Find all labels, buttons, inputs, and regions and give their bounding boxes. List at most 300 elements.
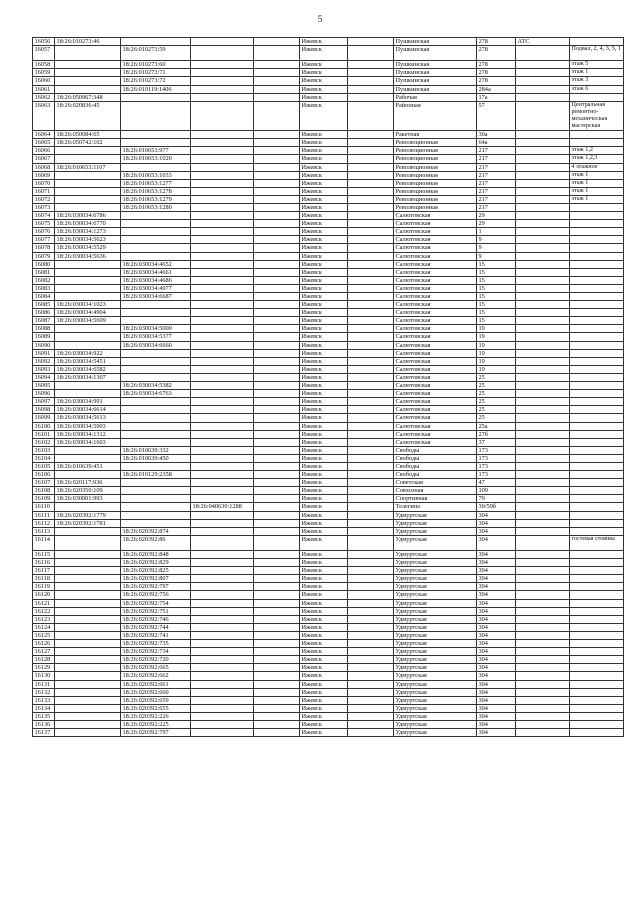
building-cadastral-cell: 18:26:010653:1279 <box>121 195 191 203</box>
district-cell <box>348 373 394 381</box>
house-number-cell: 304 <box>477 729 516 737</box>
note-cell <box>570 93 624 101</box>
object-name-cell <box>516 559 570 567</box>
district-cell <box>348 495 394 503</box>
table-row <box>33 688 624 696</box>
house-number-cell: 304 <box>477 567 516 575</box>
land-cadastral-cell: 18:26:030034:6582 <box>55 365 121 373</box>
building-cadastral-cell: 18:26:030034:4977 <box>121 284 191 292</box>
record-number-cell: 16104 <box>33 454 55 462</box>
object-name-cell <box>516 268 570 276</box>
city-cell: Ижевск <box>300 454 348 462</box>
table-row <box>33 293 624 301</box>
street-cell: Удмуртская <box>394 648 477 656</box>
note-cell <box>570 131 624 139</box>
city-cell: Ижевск <box>300 187 348 195</box>
record-number-cell: 16110 <box>33 503 55 511</box>
building-cadastral-cell <box>121 101 191 130</box>
district-cell <box>348 179 394 187</box>
house-number-cell: 304 <box>477 535 516 550</box>
object-name-cell <box>516 680 570 688</box>
record-number-cell: 16098 <box>33 406 55 414</box>
land-cadastral-cell: 18:26:030034:1307 <box>55 373 121 381</box>
extra-cell <box>254 147 300 155</box>
district-cell <box>348 422 394 430</box>
table-row <box>33 341 624 349</box>
house-number-cell: 9 <box>477 236 516 244</box>
district-cell <box>348 341 394 349</box>
extra-cell <box>254 61 300 69</box>
district-cell <box>348 503 394 511</box>
city-cell: Ижевск <box>300 398 348 406</box>
record-number-cell: 16132 <box>33 688 55 696</box>
extra-cell <box>254 163 300 171</box>
house-number-cell: 217 <box>477 187 516 195</box>
structure-cadastral-cell <box>191 479 254 487</box>
record-number-cell: 16136 <box>33 720 55 728</box>
object-name-cell <box>516 187 570 195</box>
house-number-cell: 304 <box>477 519 516 527</box>
table-row <box>33 511 624 519</box>
building-cadastral-cell: 18:26:020392:741 <box>121 631 191 639</box>
note-cell <box>570 454 624 462</box>
structure-cadastral-cell <box>191 398 254 406</box>
building-cadastral-cell: 18:26:030034:6687 <box>121 293 191 301</box>
city-cell: Ижевск <box>300 631 348 639</box>
extra-cell <box>254 631 300 639</box>
object-name-cell <box>516 623 570 631</box>
building-cadastral-cell <box>121 236 191 244</box>
note-cell: этаж 1,2 <box>570 147 624 155</box>
table-row <box>33 276 624 284</box>
extra-cell <box>254 479 300 487</box>
extra-cell <box>254 301 300 309</box>
land-cadastral-cell: 18:26:030034:5636 <box>55 252 121 260</box>
extra-cell <box>254 101 300 130</box>
street-cell: Удмуртская <box>394 672 477 680</box>
house-number-cell: 278 <box>477 61 516 69</box>
land-cadastral-cell <box>55 648 121 656</box>
note-cell <box>570 325 624 333</box>
object-name-cell <box>516 503 570 511</box>
table-row <box>33 284 624 292</box>
district-cell <box>348 309 394 317</box>
table-row <box>33 551 624 559</box>
object-name-cell <box>516 276 570 284</box>
land-cadastral-cell <box>55 471 121 479</box>
note-cell <box>570 623 624 631</box>
street-cell: Пушкинская <box>394 69 477 77</box>
structure-cadastral-cell <box>191 179 254 187</box>
house-number-cell: 25а <box>477 422 516 430</box>
note-cell <box>570 495 624 503</box>
house-number-cell: 173 <box>477 446 516 454</box>
district-cell <box>348 446 394 454</box>
structure-cadastral-cell <box>191 317 254 325</box>
city-cell: Ижевск <box>300 85 348 93</box>
street-cell: Салютовская <box>394 325 477 333</box>
street-cell: Революционная <box>394 139 477 147</box>
record-number-cell: 16076 <box>33 228 55 236</box>
city-cell: Ижевск <box>300 640 348 648</box>
city-cell: Ижевск <box>300 244 348 252</box>
land-cadastral-cell <box>55 656 121 664</box>
note-cell <box>570 656 624 664</box>
district-cell <box>348 69 394 77</box>
land-cadastral-cell <box>55 640 121 648</box>
note-cell <box>570 398 624 406</box>
note-cell: этаж 1 <box>570 179 624 187</box>
note-cell <box>570 422 624 430</box>
record-number-cell: 16065 <box>33 139 55 147</box>
table-row <box>33 454 624 462</box>
structure-cadastral-cell <box>191 454 254 462</box>
table-row <box>33 398 624 406</box>
land-cadastral-cell: 18:26:020117:936 <box>55 479 121 487</box>
table-row <box>33 382 624 390</box>
district-cell <box>348 212 394 220</box>
extra-cell <box>254 503 300 511</box>
note-cell <box>570 559 624 567</box>
street-cell: Удмуртская <box>394 575 477 583</box>
building-cadastral-cell: 18:26:030034:5000 <box>121 325 191 333</box>
record-number-cell: 16092 <box>33 357 55 365</box>
extra-cell <box>254 390 300 398</box>
structure-cadastral-cell <box>191 680 254 688</box>
building-cadastral-cell: 18:26:010273:60 <box>121 61 191 69</box>
table-row <box>33 301 624 309</box>
structure-cadastral-cell <box>191 664 254 672</box>
house-number-cell: 304 <box>477 664 516 672</box>
house-number-cell: 304 <box>477 583 516 591</box>
table-row <box>33 495 624 503</box>
street-cell: Салютовская <box>394 236 477 244</box>
record-number-cell: 16100 <box>33 422 55 430</box>
street-cell: Удмуртская <box>394 656 477 664</box>
record-number-cell: 16063 <box>33 101 55 130</box>
house-number-cell: 304 <box>477 696 516 704</box>
table-row <box>33 519 624 527</box>
street-cell: Салютовская <box>394 373 477 381</box>
district-cell <box>348 293 394 301</box>
object-name-cell <box>516 382 570 390</box>
object-name-cell <box>516 398 570 406</box>
extra-cell <box>254 69 300 77</box>
record-number-cell: 16096 <box>33 390 55 398</box>
building-cadastral-cell: 18:26:020392:825 <box>121 567 191 575</box>
land-cadastral-cell <box>55 325 121 333</box>
note-cell <box>570 631 624 639</box>
city-cell: Ижевск <box>300 607 348 615</box>
street-cell: Салютовская <box>394 228 477 236</box>
record-number-cell: 16133 <box>33 696 55 704</box>
object-name-cell <box>516 607 570 615</box>
object-name-cell <box>516 479 570 487</box>
city-cell: Ижевск <box>300 365 348 373</box>
object-name-cell <box>516 471 570 479</box>
building-cadastral-cell: 18:26:020392:660 <box>121 688 191 696</box>
table-row <box>33 155 624 163</box>
note-cell: гостевая стоянка <box>570 535 624 550</box>
structure-cadastral-cell <box>191 720 254 728</box>
street-cell: Салютовская <box>394 341 477 349</box>
record-number-cell: 16075 <box>33 220 55 228</box>
record-number-cell: 16082 <box>33 276 55 284</box>
district-cell <box>348 479 394 487</box>
record-number-cell: 16116 <box>33 559 55 567</box>
note-cell <box>570 511 624 519</box>
street-cell: Революционная <box>394 187 477 195</box>
building-cadastral-cell: 18:26:020392:751 <box>121 607 191 615</box>
city-cell: Ижевск <box>300 414 348 422</box>
land-cadastral-cell <box>55 77 121 85</box>
street-cell: Удмуртская <box>394 511 477 519</box>
structure-cadastral-cell <box>191 101 254 130</box>
city-cell: Ижевск <box>300 664 348 672</box>
house-number-cell: 304 <box>477 688 516 696</box>
extra-cell <box>254 398 300 406</box>
district-cell <box>348 688 394 696</box>
building-cadastral-cell: 18:26:020392:735 <box>121 640 191 648</box>
object-name-cell <box>516 704 570 712</box>
table-row <box>33 414 624 422</box>
land-cadastral-cell <box>55 284 121 292</box>
land-cadastral-cell: 18:26:050084:65 <box>55 131 121 139</box>
land-cadastral-cell <box>55 446 121 454</box>
district-cell <box>348 260 394 268</box>
object-name-cell <box>516 688 570 696</box>
building-cadastral-cell <box>121 414 191 422</box>
district-cell <box>348 511 394 519</box>
extra-cell <box>254 341 300 349</box>
note-cell: Подвал, 2, 4, 3, 5, 1 <box>570 46 624 61</box>
city-cell: Ижевск <box>300 438 348 446</box>
structure-cadastral-cell <box>191 729 254 737</box>
extra-cell <box>254 438 300 446</box>
house-number-cell: 304 <box>477 648 516 656</box>
city-cell: Ижевск <box>300 406 348 414</box>
house-number-cell: 15 <box>477 309 516 317</box>
record-number-cell: 16109 <box>33 495 55 503</box>
note-cell: этаж 1 <box>570 195 624 203</box>
land-cadastral-cell: 18:26:030034:922 <box>55 349 121 357</box>
structure-cadastral-cell <box>191 591 254 599</box>
land-cadastral-cell <box>55 599 121 607</box>
note-cell <box>570 696 624 704</box>
structure-cadastral-cell <box>191 212 254 220</box>
note-cell: этаж 5 <box>570 61 624 69</box>
table-row <box>33 77 624 85</box>
note-cell <box>570 38 624 46</box>
record-number-cell: 16095 <box>33 382 55 390</box>
house-number-cell: 278 <box>477 38 516 46</box>
extra-cell <box>254 406 300 414</box>
table-row <box>33 171 624 179</box>
note-cell: этаж 6 <box>570 85 624 93</box>
house-number-cell: 304 <box>477 640 516 648</box>
city-cell: Ижевск <box>300 101 348 130</box>
note-cell <box>570 373 624 381</box>
district-cell <box>348 438 394 446</box>
district-cell <box>348 203 394 211</box>
building-cadastral-cell <box>121 301 191 309</box>
object-name-cell <box>516 260 570 268</box>
land-cadastral-cell <box>55 680 121 688</box>
land-cadastral-cell <box>55 46 121 61</box>
house-number-cell: 37 <box>477 438 516 446</box>
street-cell: Салютовская <box>394 293 477 301</box>
land-cadastral-cell: 18:26:050967:348 <box>55 93 121 101</box>
street-cell: Революционная <box>394 203 477 211</box>
district-cell <box>348 317 394 325</box>
building-cadastral-cell: 18:26:010653:1277 <box>121 179 191 187</box>
table-row <box>33 365 624 373</box>
structure-cadastral-cell <box>191 155 254 163</box>
district-cell <box>348 712 394 720</box>
city-cell: Ижевск <box>300 462 348 470</box>
building-cadastral-cell: 18:26:030034:6660 <box>121 341 191 349</box>
land-cadastral-cell: 18:26:030034:1023 <box>55 301 121 309</box>
record-number-cell: 16107 <box>33 479 55 487</box>
city-cell: Ижевск <box>300 583 348 591</box>
city-cell: Ижевск <box>300 471 348 479</box>
note-cell <box>570 406 624 414</box>
building-cadastral-cell <box>121 406 191 414</box>
district-cell <box>348 333 394 341</box>
table-row <box>33 631 624 639</box>
object-name-cell <box>516 147 570 155</box>
district-cell <box>348 101 394 130</box>
city-cell: Ижевск <box>300 535 348 550</box>
city-cell: Ижевск <box>300 293 348 301</box>
land-cadastral-cell <box>55 615 121 623</box>
street-cell: Пушкинская <box>394 38 477 46</box>
structure-cadastral-cell <box>191 567 254 575</box>
district-cell <box>348 559 394 567</box>
city-cell: Ижевск <box>300 38 348 46</box>
structure-cadastral-cell <box>191 77 254 85</box>
extra-cell <box>254 712 300 720</box>
building-cadastral-cell: 18:26:020392:655 <box>121 704 191 712</box>
city-cell: Ижевск <box>300 301 348 309</box>
building-cadastral-cell <box>121 131 191 139</box>
table-row <box>33 147 624 155</box>
structure-cadastral-cell <box>191 85 254 93</box>
street-cell: Салютовская <box>394 260 477 268</box>
extra-cell <box>254 430 300 438</box>
house-number-cell: 304 <box>477 704 516 712</box>
house-number-cell: 304 <box>477 527 516 535</box>
street-cell: Спортивная <box>394 495 477 503</box>
street-cell: Удмуртская <box>394 623 477 631</box>
building-cadastral-cell: 18:26:010639:450 <box>121 454 191 462</box>
table-row <box>33 244 624 252</box>
extra-cell <box>254 349 300 357</box>
street-cell: Салютовская <box>394 301 477 309</box>
table-row <box>33 38 624 46</box>
record-number-cell: 16102 <box>33 438 55 446</box>
city-cell: Ижевск <box>300 696 348 704</box>
table-row <box>33 325 624 333</box>
table-row <box>33 406 624 414</box>
land-cadastral-cell: 18:26:030034:1273 <box>55 228 121 236</box>
street-cell: Удмуртская <box>394 680 477 688</box>
structure-cadastral-cell <box>191 349 254 357</box>
table-row <box>33 430 624 438</box>
object-name-cell <box>516 712 570 720</box>
table-row <box>33 46 624 61</box>
district-cell <box>348 583 394 591</box>
structure-cadastral-cell <box>191 446 254 454</box>
record-number-cell: 16131 <box>33 680 55 688</box>
record-number-cell: 16066 <box>33 147 55 155</box>
district-cell <box>348 236 394 244</box>
note-cell <box>570 365 624 373</box>
house-number-cell: 173 <box>477 471 516 479</box>
city-cell: Ижевск <box>300 195 348 203</box>
table-row <box>33 268 624 276</box>
table-row <box>33 309 624 317</box>
note-cell <box>570 357 624 365</box>
note-cell <box>570 317 624 325</box>
land-cadastral-cell <box>55 341 121 349</box>
record-number-cell: 16135 <box>33 712 55 720</box>
district-cell <box>348 390 394 398</box>
house-number-cell: 19 <box>477 365 516 373</box>
building-cadastral-cell: 18:26:020392:797 <box>121 729 191 737</box>
extra-cell <box>254 228 300 236</box>
extra-cell <box>254 131 300 139</box>
extra-cell <box>254 487 300 495</box>
note-cell <box>570 212 624 220</box>
record-number-cell: 16083 <box>33 284 55 292</box>
district-cell <box>348 155 394 163</box>
city-cell: Ижевск <box>300 559 348 567</box>
record-number-cell: 16119 <box>33 583 55 591</box>
extra-cell <box>254 559 300 567</box>
table-row <box>33 93 624 101</box>
street-cell: Салютовская <box>394 220 477 228</box>
record-number-cell: 16081 <box>33 268 55 276</box>
object-name-cell <box>516 615 570 623</box>
note-cell <box>570 575 624 583</box>
land-cadastral-cell <box>55 195 121 203</box>
record-number-cell: 16070 <box>33 179 55 187</box>
city-cell: Ижевск <box>300 615 348 623</box>
building-cadastral-cell <box>121 139 191 147</box>
table-row <box>33 357 624 365</box>
street-cell: Удмуртская <box>394 583 477 591</box>
extra-cell <box>254 640 300 648</box>
record-number-cell: 16091 <box>33 349 55 357</box>
extra-cell <box>254 495 300 503</box>
district-cell <box>348 301 394 309</box>
structure-cadastral-cell <box>191 131 254 139</box>
extra-cell <box>254 575 300 583</box>
house-number-cell: 304 <box>477 511 516 519</box>
object-name-cell <box>516 422 570 430</box>
note-cell <box>570 640 624 648</box>
land-cadastral-cell: 18:26:030001:993 <box>55 495 121 503</box>
object-name-cell <box>516 349 570 357</box>
building-cadastral-cell <box>121 220 191 228</box>
record-number-cell: 16103 <box>33 446 55 454</box>
extra-cell <box>254 704 300 712</box>
house-number-cell: 217 <box>477 155 516 163</box>
structure-cadastral-cell <box>191 252 254 260</box>
city-cell: Ижевск <box>300 373 348 381</box>
district-cell <box>348 61 394 69</box>
